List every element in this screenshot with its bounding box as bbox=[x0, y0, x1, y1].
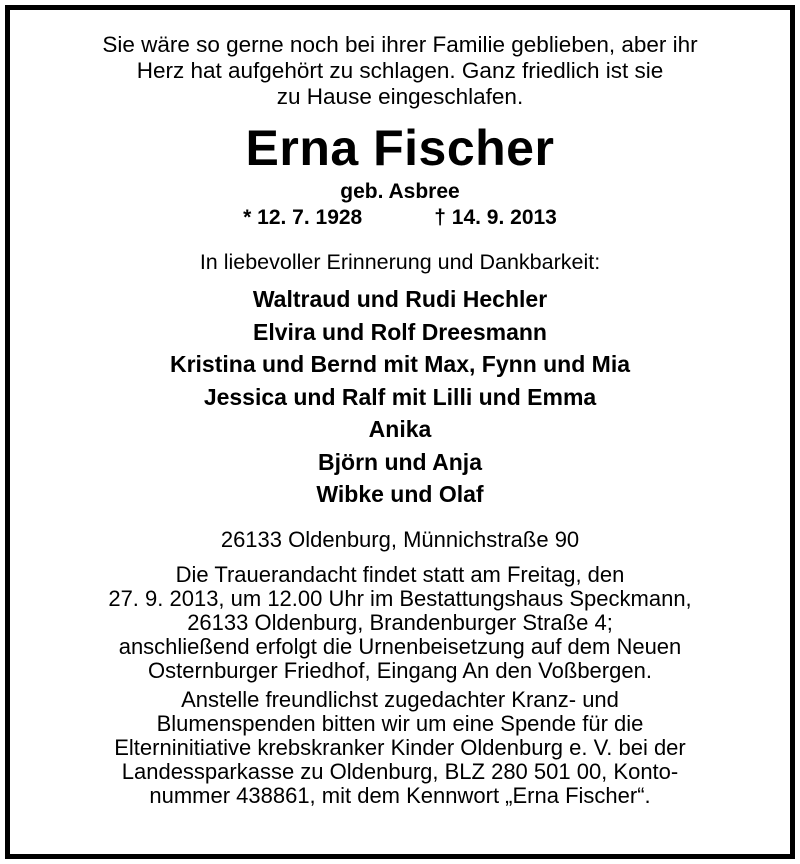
obituary-notice bbox=[40, 32, 760, 808]
family-address: 26133 Oldenburg, Münnichstraße 90 bbox=[220, 526, 580, 552]
mourner-entry: Jessica und Ralf mit Lilli und Emma bbox=[203, 383, 597, 410]
mourner-entry: Waltraud und Rudi Hechler bbox=[252, 286, 548, 312]
service-line: anschließend erfolgt die Urnenbeisetzung auf dem Neuen bbox=[118, 633, 682, 659]
donation-line: nummer 438861, mit dem Kennwort „Erna Fischer“. bbox=[149, 782, 651, 808]
birth-date: * 12. 7. 1928 bbox=[243, 206, 363, 229]
service-line: 26133 Oldenburg, Brandenburger Straße 4; bbox=[187, 609, 613, 635]
donation-line: Anstelle freundlichst zugedachter Kranz- und bbox=[181, 686, 619, 712]
death-date: † 14. 9. 2013 bbox=[434, 206, 557, 229]
donation-line: Blumenspenden bitten wir um eine Spende für die bbox=[156, 710, 644, 736]
remembrance-line: In liebevoller Erinnerung und Dankbarkeit: bbox=[199, 250, 601, 274]
mourner-entry: Wibke und Olaf bbox=[316, 481, 484, 507]
service-line: Die Trauerandacht findet statt am Freitag, den bbox=[175, 561, 625, 587]
mourner-entry: Elvira und Rolf Dreesmann bbox=[253, 318, 547, 345]
mourners-list bbox=[40, 283, 760, 511]
service-notice bbox=[40, 563, 760, 683]
life-dates bbox=[40, 205, 760, 231]
intro-line: Sie wäre so gerne noch bei ihrer Familie geblieben, aber ihr bbox=[102, 32, 698, 57]
service-line: Osternburger Friedhof, Eingang An den Voßbergen. bbox=[148, 657, 652, 683]
mourner-entry: Björn und Anja bbox=[318, 448, 482, 475]
donation-line: Landessparkasse zu Oldenburg, BLZ 280 501 00, Konto- bbox=[121, 758, 679, 784]
mourner-entry: Kristina und Bernd mit Max, Fynn und Mia bbox=[169, 351, 631, 377]
intro-line: Herz hat aufgehört zu schlagen. Ganz friedlich ist sie bbox=[136, 58, 664, 83]
donation-notice bbox=[40, 688, 760, 808]
intro-line: zu Hause eingeschlafen. bbox=[276, 84, 524, 109]
donation-line: Elterninitiative krebskranker Kinder Oldenburg e. V. bei der bbox=[114, 734, 686, 760]
mourner-entry: Anika bbox=[368, 416, 432, 442]
service-line: 27. 9. 2013, um 12.00 Uhr im Bestattungshaus Speckmann, bbox=[108, 585, 692, 611]
birth-name: geb. Asbree bbox=[340, 180, 460, 203]
intro-text bbox=[40, 32, 760, 110]
deceased-name: Erna Fischer bbox=[245, 120, 555, 176]
